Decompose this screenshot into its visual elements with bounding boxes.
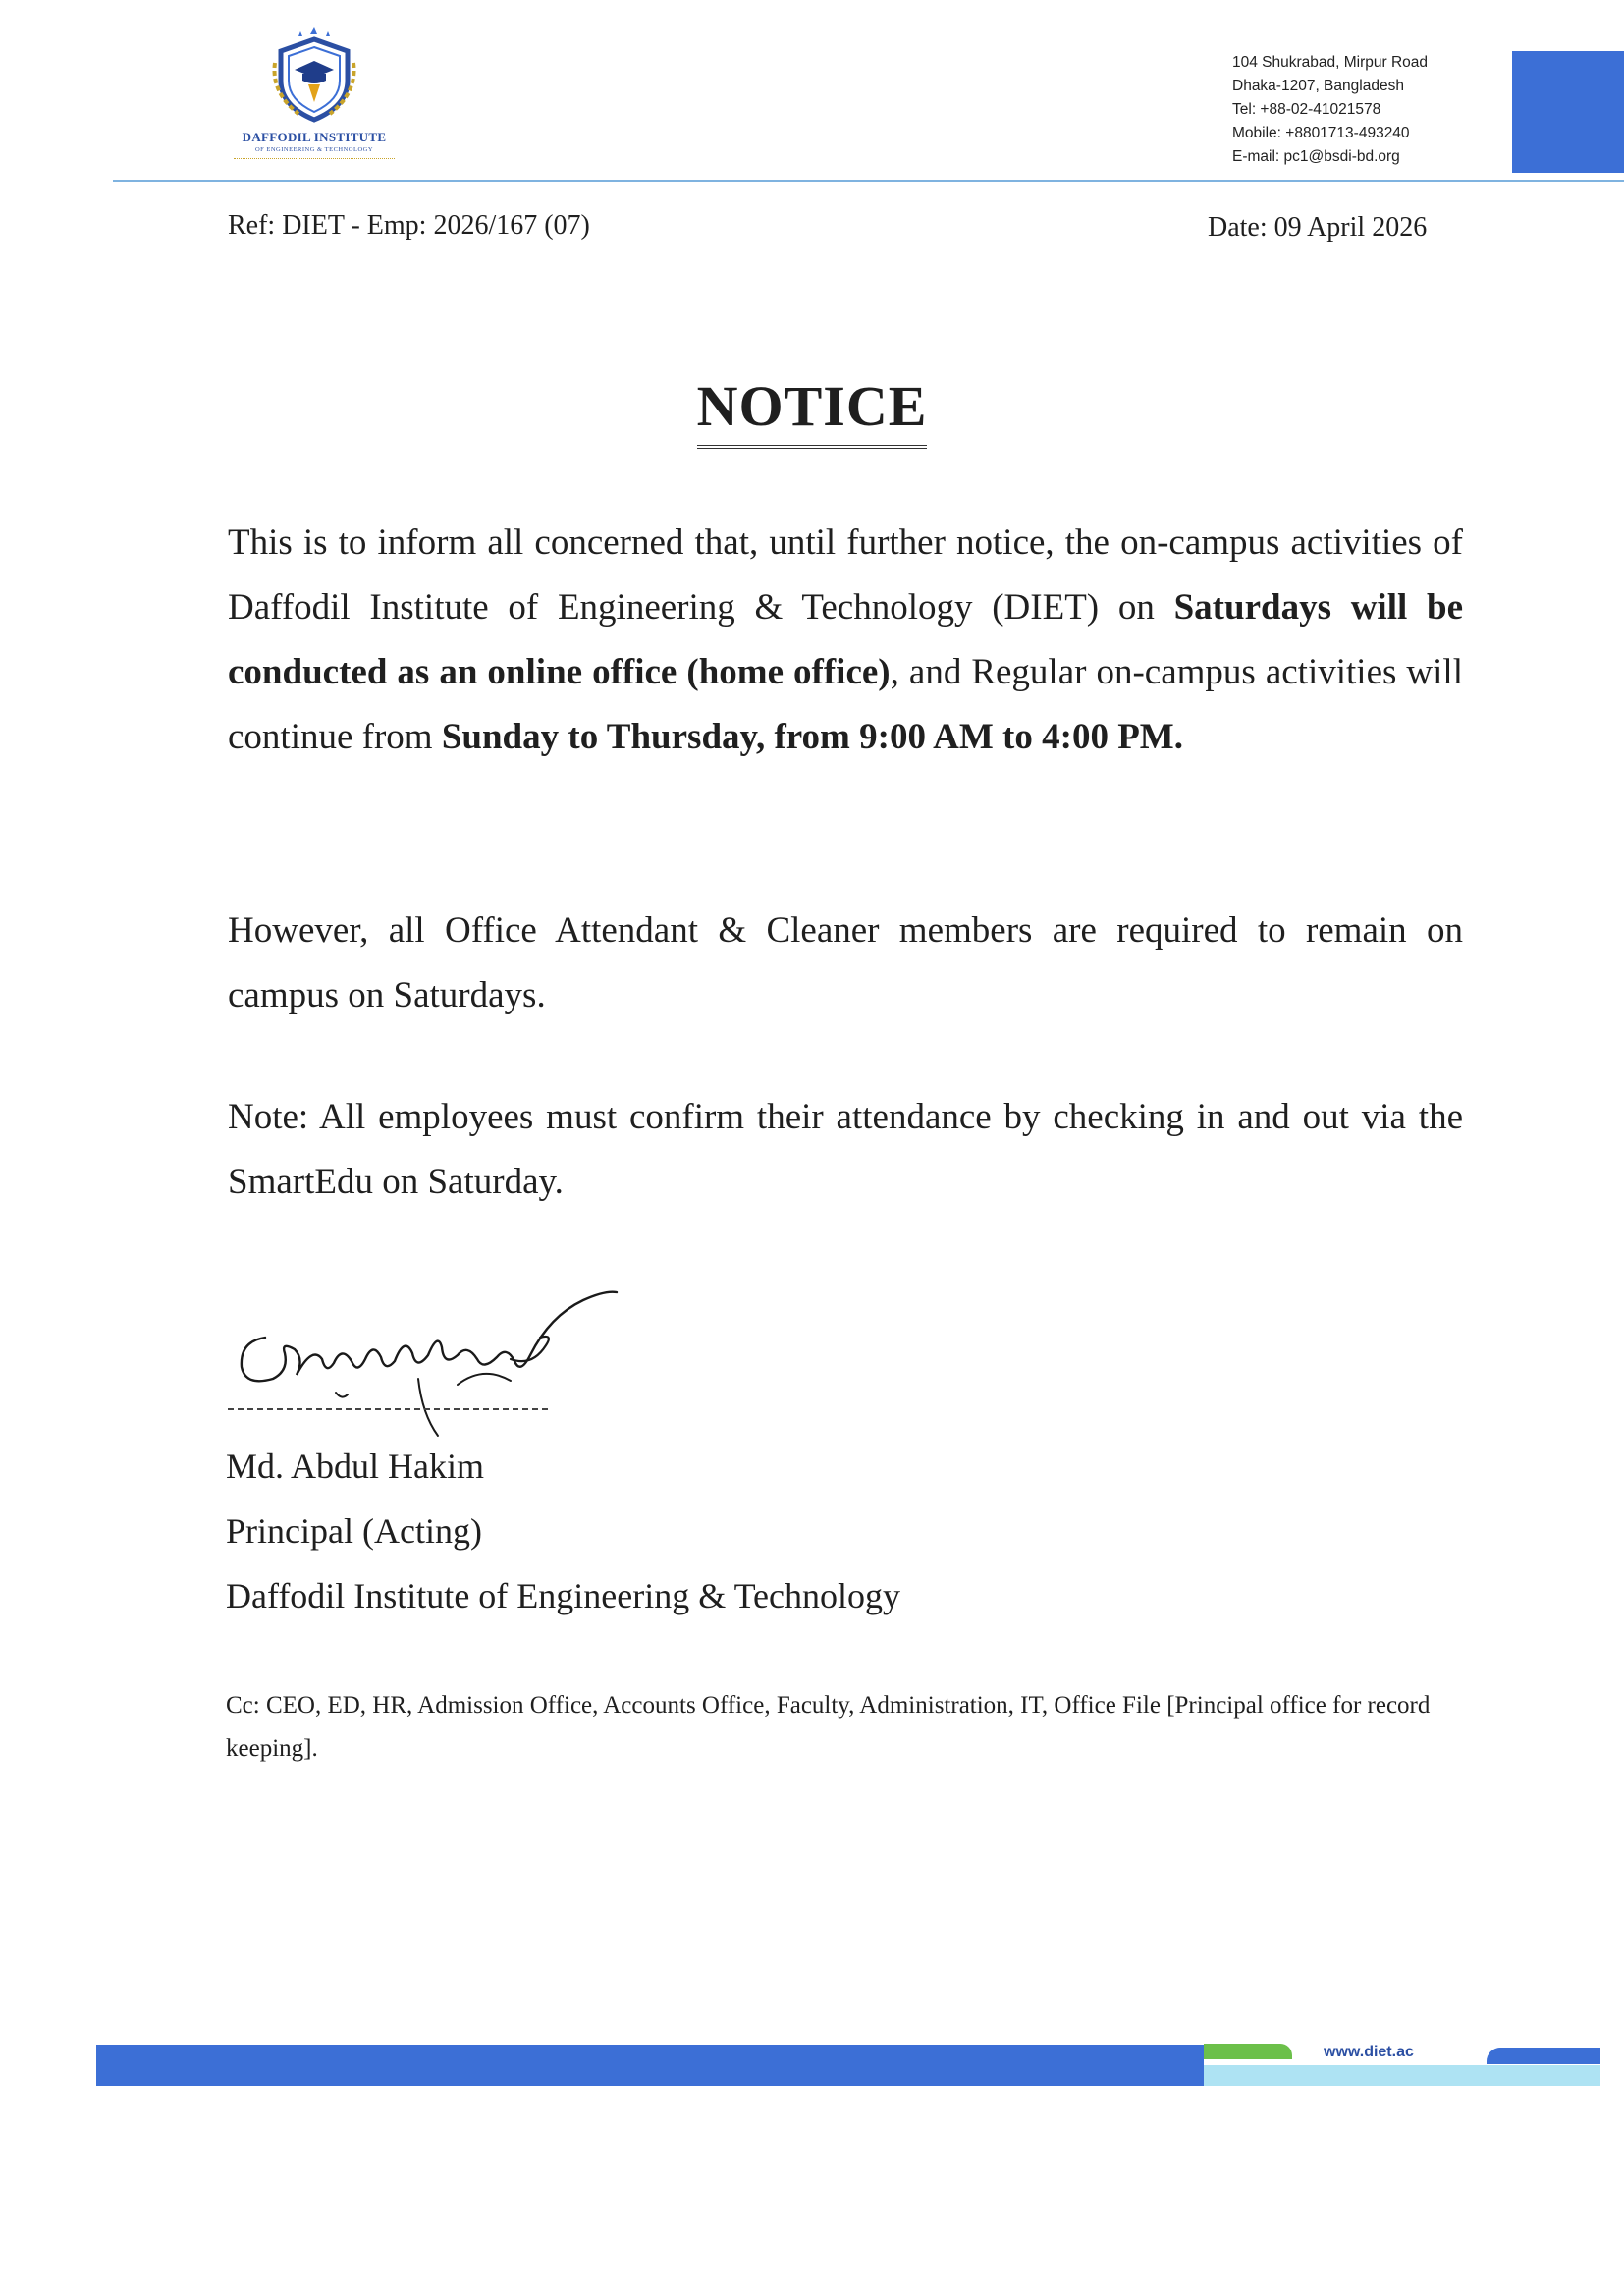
header-corner-decoration (1512, 51, 1624, 173)
signer-institution: Daffodil Institute of Engineering & Technology (226, 1576, 901, 1615)
signature-line (228, 1408, 548, 1410)
phone-line: Tel: +88-02-41021578 (1232, 101, 1381, 118)
handwritten-signature (226, 1277, 638, 1444)
address-block (1232, 51, 1428, 169)
footer-right-accent (1487, 2048, 1600, 2064)
email-line: E-mail: pc1@bsdi-bd.org (1232, 148, 1400, 165)
logo-tagline-decoration (234, 158, 395, 162)
mobile-line: Mobile: +8801713-493240 (1232, 125, 1410, 141)
shield-emblem-icon (265, 24, 363, 127)
notice-paragraph-3: Note: All employees must confirm their attendance by checking in and out via the SmartEdu on Saturday. (228, 1097, 1463, 1202)
p1-bold-2: Sunday to Thursday, from 9:00 AM to 4:00 PM. (441, 717, 1183, 757)
notice-date: Date: 09 April 2026 (1208, 212, 1428, 243)
address-line: 104 Shukrabad, Mirpur Road (1232, 54, 1429, 71)
address-line: Dhaka-1207, Bangladesh (1232, 78, 1404, 94)
logo-subtitle: OF ENGINEERING & TECHNOLOGY (254, 146, 374, 153)
p1-text-1: This is to inform all concerned that, until further notice, the on-campus activities of Daffodil Institute of Engineering & Technology (DIET) on (228, 522, 1463, 628)
institute-logo (226, 24, 403, 171)
signer-name: Md. Abdul Hakim (226, 1447, 485, 1486)
signer-position: Principal (Acting) (226, 1511, 482, 1551)
footer-light-bar (1204, 2065, 1600, 2086)
p1-text-2: , and Regular on-campus activities will continue from (228, 652, 1463, 757)
header-divider (113, 180, 1624, 182)
reference-number: Ref: DIET - Emp: 2026/167 (07) (228, 210, 590, 241)
logo-name: DAFFODIL INSTITUTE (242, 130, 387, 144)
notice-paragraph-2: However, all Office Attendant & Cleaner members are required to remain on campus on Saturdays. (228, 910, 1463, 1015)
notice-title-wrapper (0, 373, 1624, 449)
website-url: www.diet.ac (1324, 2044, 1414, 2060)
notice-title: NOTICE (697, 373, 928, 449)
footer-blue-bar (96, 2045, 1204, 2086)
p1-bold-1: Saturdays will be conducted as an online office (home office) (228, 587, 1463, 692)
cc-list: Cc: CEO, ED, HR, Admission Office, Accounts Office, Faculty, Administration, IT, Office File [Principal office for record keeping]. (226, 1692, 1431, 1762)
signer-block (226, 1434, 900, 1628)
notice-paragraph-1 (228, 511, 1463, 770)
footer-green-accent (1204, 2044, 1292, 2059)
